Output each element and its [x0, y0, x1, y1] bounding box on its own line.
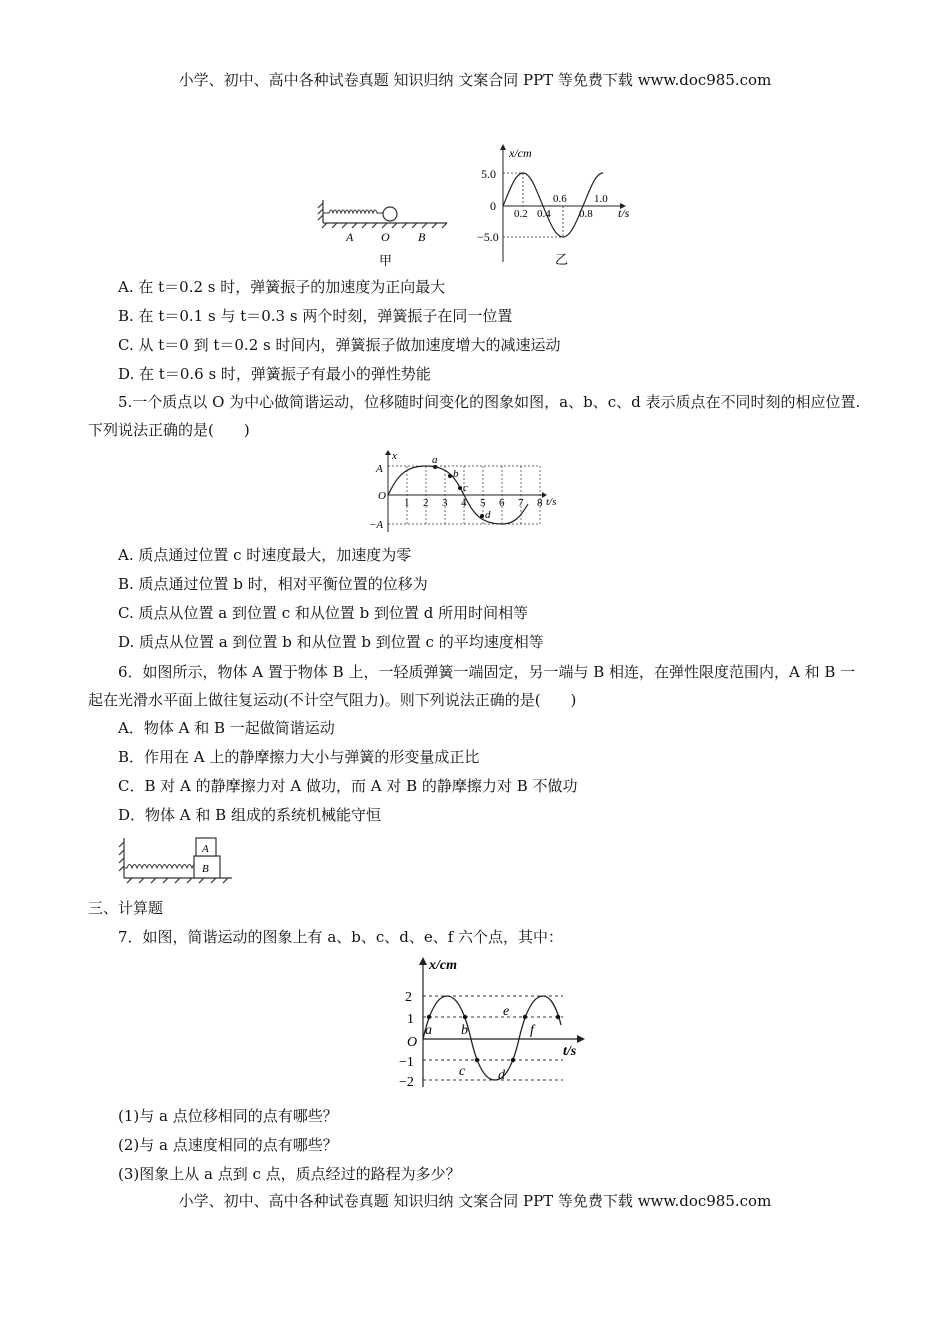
point-a: a: [432, 454, 438, 466]
q6-stem: 6．如图所示，物体 A 置于物体 B 上，一轻质弹簧一端固定，另一端与 B 相连，在弹性限度范围内，A 和 B 一起在光滑水平面上做往复运动(不计空气阻力)。则下列说法正确的是( ): [88, 663, 856, 709]
blocks-spring-figure: [118, 834, 236, 886]
y-2: 2: [405, 990, 412, 1005]
t-axis-label: t/s: [563, 1044, 577, 1059]
q5-option-d: D. 质点从位置 a 到位置 b 和从位置 b 到位置 c 的平均速度相等: [118, 633, 544, 651]
y-axis-label: x/cm: [429, 958, 457, 973]
wall: [119, 838, 124, 878]
tick-3: 3: [442, 497, 448, 509]
spring: [323, 210, 383, 213]
point-c: c: [459, 1064, 466, 1079]
point-b: b: [461, 1023, 468, 1038]
oscillator-ball: [383, 207, 397, 221]
label-B: B: [418, 230, 426, 244]
q5-option-a: A. 质点通过位置 c 时速度最大，加速度为零: [118, 546, 412, 564]
block-B-label: B: [202, 863, 209, 875]
q6-option-d: D．物体 A 和 B 组成的系统机械能守恒: [118, 806, 381, 824]
caption-yi: 乙: [555, 252, 569, 267]
y-min: −5.0: [477, 230, 499, 244]
y-neg-1: −1: [399, 1055, 414, 1070]
amp-A: A: [376, 463, 383, 475]
y-1: 1: [407, 1012, 414, 1027]
label-O: O: [381, 230, 390, 244]
block-A-label: A: [202, 843, 209, 855]
t-axis-label: t/s: [546, 496, 557, 508]
origin: 0: [490, 199, 496, 213]
tick-8: 8: [537, 497, 543, 509]
y-axis-label: x: [392, 450, 397, 462]
y-max: 5.0: [481, 167, 496, 181]
origin: O: [407, 1035, 418, 1050]
point-d: d: [485, 509, 491, 521]
label-A: A: [346, 230, 354, 244]
q6-option-c: C．B 对 A 的静摩擦力对 A 做功，而 A 对 B 的静摩擦力对 B 不做功: [118, 777, 578, 795]
caption-jia: 甲: [379, 253, 393, 268]
q4-option-b: B. 在 t＝0.1 s 与 t＝0.3 s 两个时刻，弹簧振子在同一位置: [118, 307, 513, 325]
spring-oscillator-figure: [315, 195, 455, 270]
point-e: e: [503, 1004, 510, 1019]
q5-option-b: B. 质点通过位置 b 时，相对平衡位置的位移为: [118, 575, 428, 593]
wall: [318, 200, 323, 223]
y-neg-2: −2: [399, 1075, 414, 1090]
point-d: d: [498, 1068, 505, 1083]
q7-sub-1: (1)与 a 点位移相同的点有哪些？: [118, 1107, 338, 1125]
q4-option-a: A. 在 t＝0.2 s 时，弹簧振子的加速度为正向最大: [118, 278, 446, 296]
origin: O: [378, 490, 386, 502]
point-c: c: [463, 482, 468, 494]
page-header: 小学、初中、高中各种试卷真题 知识归纳 文案合同 PPT 等免费下载 www.doc985.com: [178, 71, 772, 89]
q4-option-c: C. 从 t＝0 到 t＝0.2 s 时间内，弹簧振子做加速度增大的减速运动: [118, 336, 561, 354]
q4-option-d: D. 在 t＝0.6 s 时，弹簧振子有最小的弹性势能: [118, 365, 431, 383]
tick-6: 6: [499, 497, 505, 509]
floor: [322, 223, 447, 228]
point-a: a: [425, 1023, 432, 1038]
q7-sub-3: (3)图象上从 a 点到 c 点，质点经过的路程为多少？: [118, 1165, 461, 1183]
tick-1: 1: [404, 497, 410, 509]
q7-graph: [393, 953, 593, 1090]
point-b: b: [453, 468, 459, 480]
amp-negA: −A: [369, 519, 384, 531]
tick-2: 2: [423, 497, 429, 509]
tick-1-0: 1.0: [594, 193, 608, 205]
tick-0-2: 0.2: [514, 208, 528, 220]
page-footer: 小学、初中、高中各种试卷真题 知识归纳 文案合同 PPT 等免费下载 www.doc985.com: [178, 1192, 772, 1210]
q6-option-b: B．作用在 A 上的静摩擦力大小与弹簧的形变量成正比: [118, 748, 480, 766]
q7-stem: 7．如图，简谐运动的图象上有 a、b、c、d、e、f 六个点，其中：: [118, 928, 564, 946]
spring: [124, 865, 197, 869]
point-f: f: [530, 1023, 534, 1038]
y-axis-label: x/cm: [509, 146, 532, 160]
section-3-title: 三、计算题: [88, 899, 164, 917]
t-axis-label: t/s: [618, 206, 630, 220]
floor: [124, 878, 232, 883]
tick-5: 5: [480, 497, 486, 509]
tick-0-6: 0.6: [553, 193, 567, 205]
tick-7: 7: [518, 497, 524, 509]
xt-graph-yi: [475, 140, 645, 270]
q5-graph: [368, 448, 563, 534]
q5-stem: 5.一个质点以 O 为中心做简谐运动，位移随时间变化的图象如图，a、b、c、d 表示质点在不同时刻的相应位置. 下列说法正确的是( ): [88, 393, 861, 439]
sine-curve: [503, 173, 603, 237]
q5-option-c: C. 质点从位置 a 到位置 c 和从位置 b 到位置 d 所用时间相等: [118, 604, 529, 622]
q7-sub-2: (2)与 a 点速度相同的点有哪些？: [118, 1136, 338, 1154]
sine-curve: [423, 996, 561, 1080]
tick-0-4: 0.4: [537, 208, 551, 220]
q6-option-a: A．物体 A 和 B 一起做简谐运动: [118, 719, 335, 737]
tick-4: 4: [461, 497, 467, 509]
tick-0-8: 0.8: [579, 208, 593, 220]
